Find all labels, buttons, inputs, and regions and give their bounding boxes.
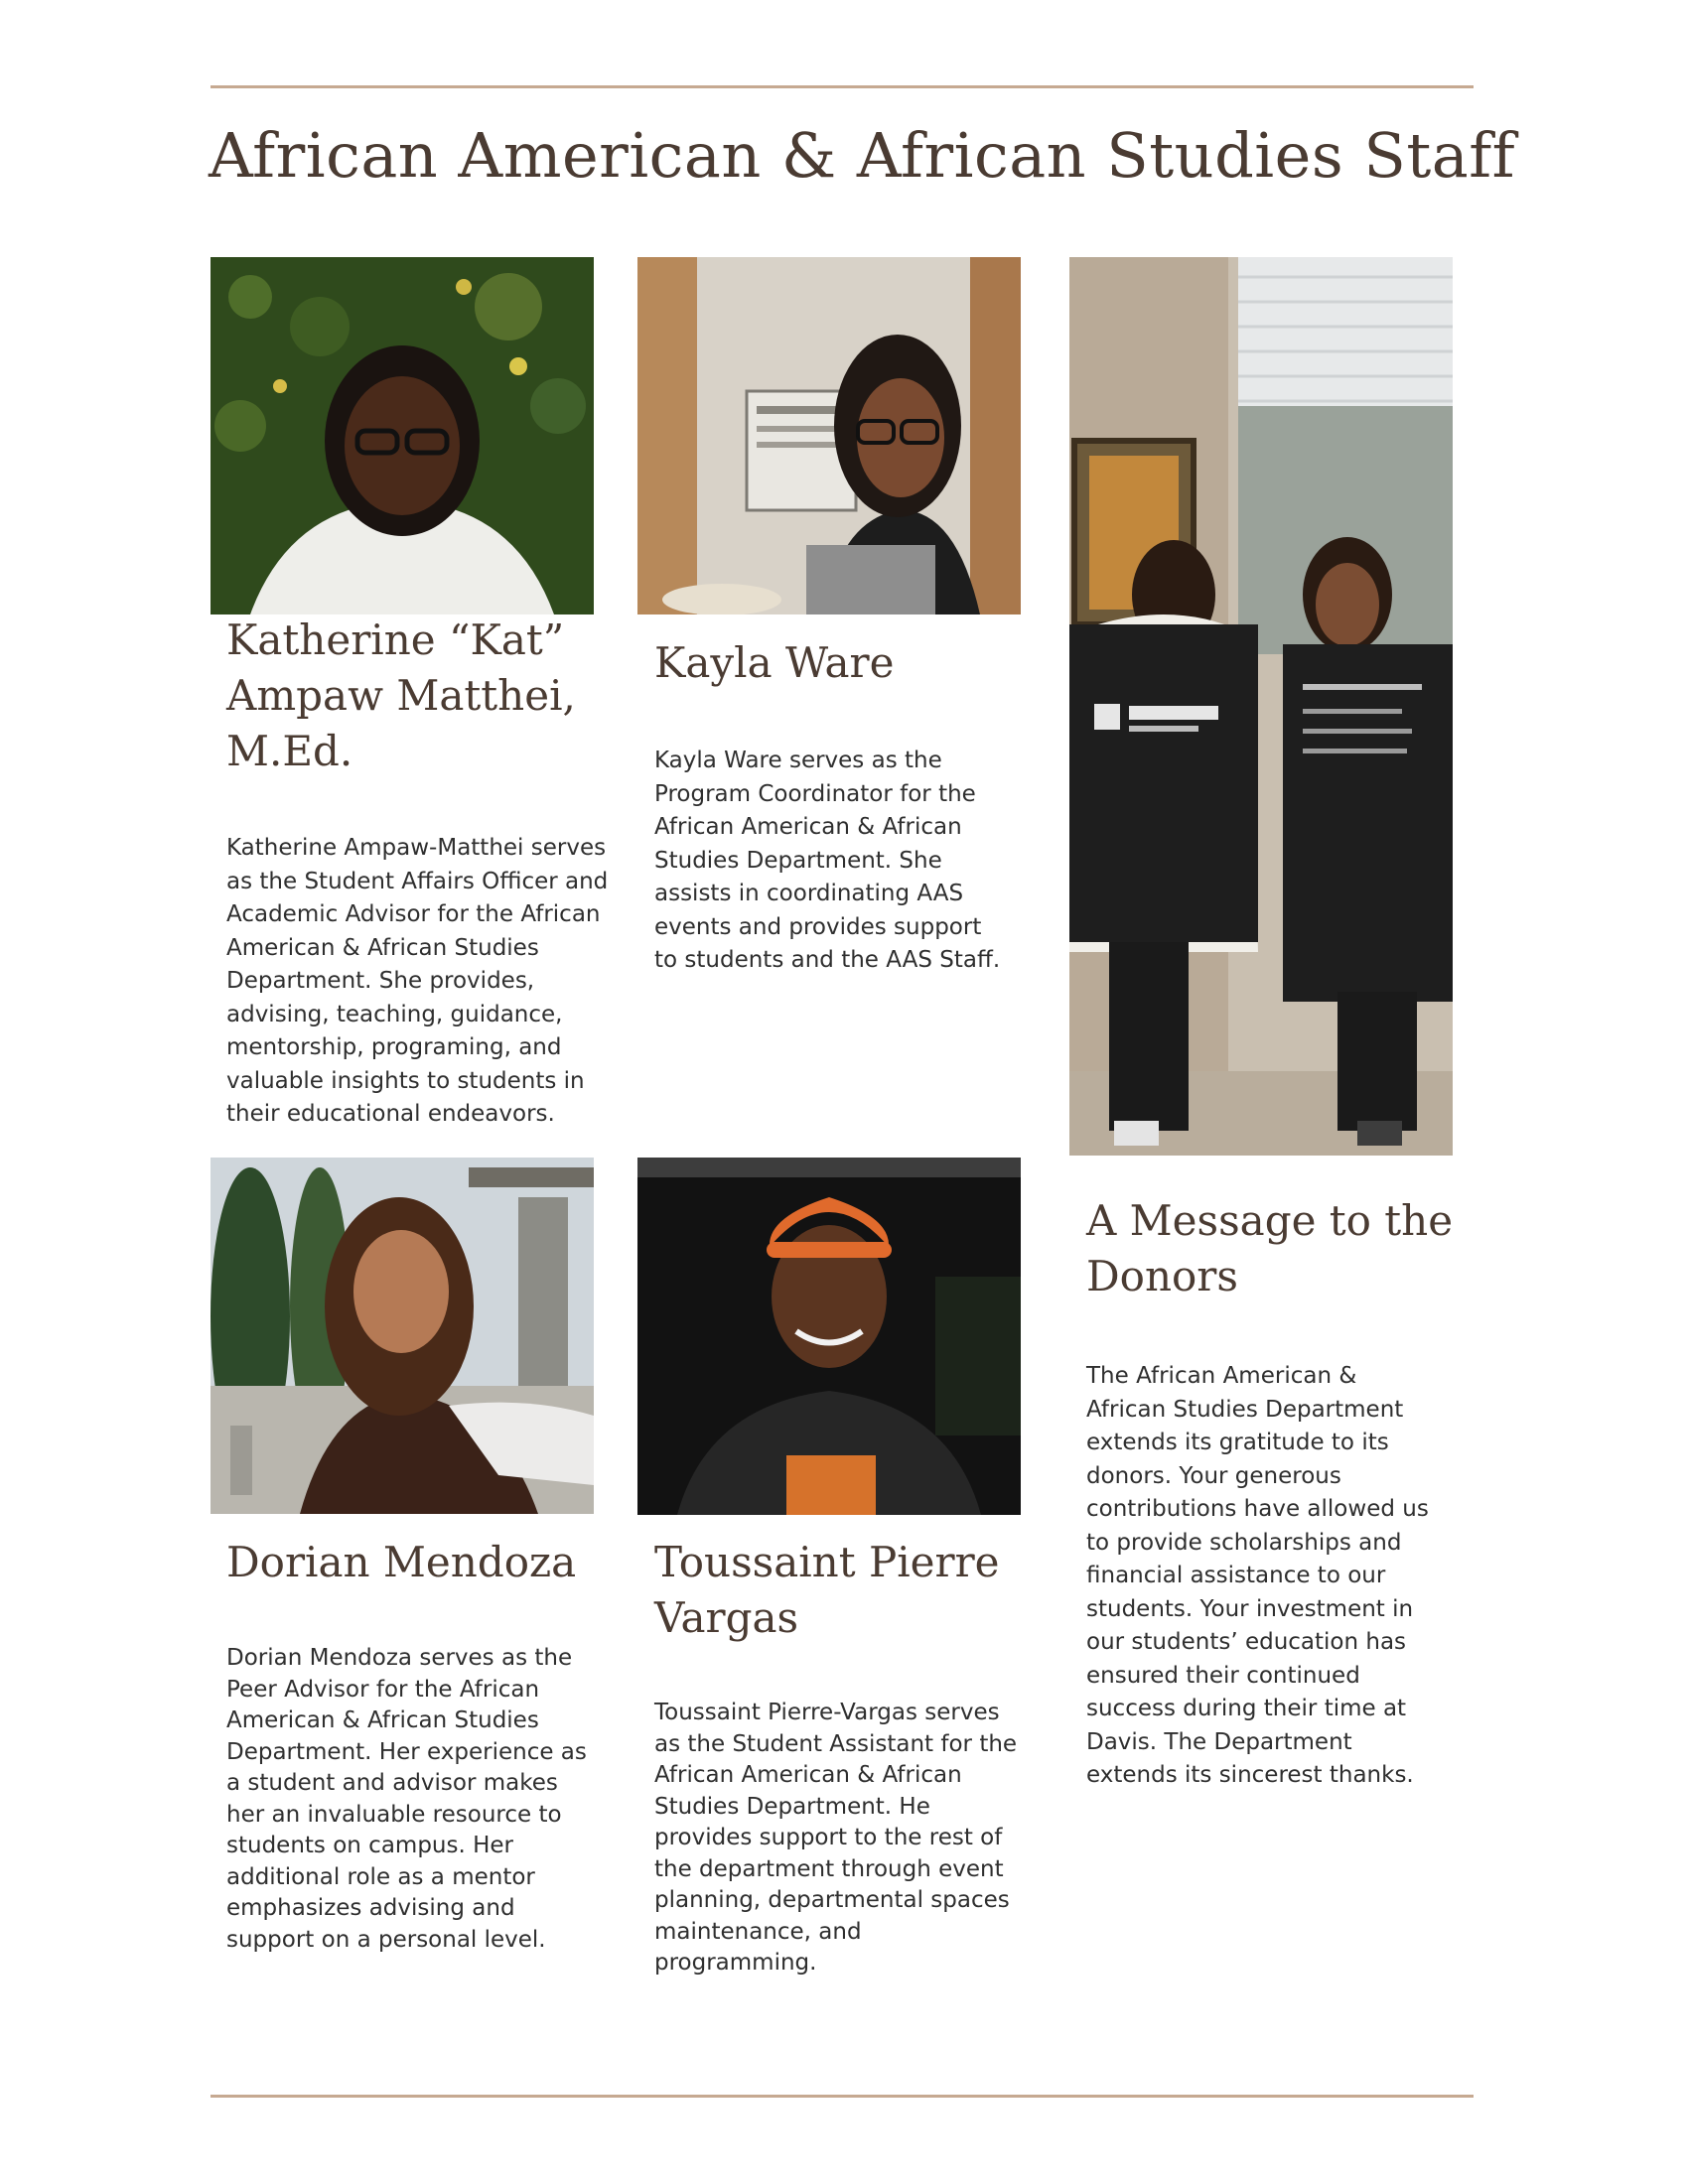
donor-message-heading	[1086, 1193, 1453, 1304]
toussaint-photo	[637, 1158, 1021, 1515]
bio-line: Department. She provides,	[226, 968, 535, 994]
body-line: financial assistance to our	[1086, 1563, 1386, 1588]
bio-line: Studies Department. She	[654, 847, 942, 874]
staff-bio-dorian	[226, 1643, 587, 1956]
body-line: African Studies Department	[1086, 1396, 1404, 1423]
bio-line: additional role as a mentor	[226, 1863, 535, 1890]
staff-name-katherine	[226, 613, 576, 779]
donor-message-body	[1086, 1360, 1429, 1793]
staff-bio-toussaint	[654, 1698, 1017, 1979]
bio-line: Kayla Ware serves as the	[654, 748, 942, 773]
katherine-photo	[211, 257, 594, 614]
body-line: students. Your investment in	[1086, 1595, 1414, 1622]
body-line: donors. Your generous	[1086, 1462, 1341, 1489]
bio-line: Katherine Ampaw-Matthei serves	[226, 835, 607, 861]
kayla-photo	[637, 257, 1021, 614]
staff-name-dorian	[226, 1535, 576, 1590]
name-line: Kayla Ware	[654, 638, 895, 687]
name-line: Ampaw Matthei,	[226, 671, 576, 720]
bio-line: African American & African	[654, 814, 962, 840]
body-line: to provide scholarships and	[1086, 1529, 1402, 1556]
bio-line: Dorian Mendoza serves as the	[226, 1645, 573, 1671]
dorian-photo	[211, 1158, 594, 1514]
bio-line: Peer Advisor for the African	[226, 1676, 540, 1703]
bio-line: Department. Her experience as	[226, 1738, 587, 1765]
name-line: Vargas	[654, 1593, 799, 1642]
bio-line: Academic Advisor for the African	[226, 901, 601, 927]
staff-name-toussaint	[654, 1535, 1000, 1646]
bio-line: programming.	[654, 1950, 817, 1976]
bio-line: events and provides support	[654, 913, 982, 940]
name-line: M.Ed.	[226, 727, 353, 775]
name-line: Dorian Mendoza	[226, 1538, 577, 1586]
bio-line: African American & African	[654, 1762, 962, 1788]
staff-name-kayla	[654, 635, 894, 691]
name-line: Toussaint Pierre	[654, 1538, 1000, 1586]
bio-line: Studies Department. He	[654, 1793, 930, 1820]
bottom-divider	[211, 2095, 1474, 2098]
staff-bio-kayla	[654, 745, 1000, 978]
bio-line: maintenance, and	[654, 1918, 862, 1945]
bio-line: mentorship, programing, and	[226, 1034, 562, 1060]
page-title: African American & African Studies Staff	[209, 119, 1516, 192]
bio-line: Program Coordinator for the	[654, 780, 976, 807]
bio-line: the department through event	[654, 1855, 1004, 1882]
bio-line: students on campus. Her	[226, 1833, 514, 1858]
staff-bio-katherine	[226, 832, 608, 1132]
bio-line: advising, teaching, guidance,	[226, 1001, 563, 1027]
bio-line: valuable insights to students in	[226, 1067, 585, 1094]
bio-line: Toussaint Pierre-Vargas serves	[654, 1700, 1000, 1725]
bio-line: provides support to the rest of	[654, 1825, 1003, 1850]
heading-line: A Message to the	[1086, 1196, 1454, 1245]
bio-line: her an invaluable resource to	[226, 1801, 562, 1828]
bio-line: emphasizes advising and	[226, 1895, 515, 1921]
body-line: ensured their continued	[1086, 1662, 1360, 1689]
bio-line: planning, departmental spaces	[654, 1887, 1010, 1913]
bio-line: American & African Studies	[226, 934, 539, 961]
bio-line: their educational endeavors.	[226, 1101, 555, 1127]
top-divider	[211, 85, 1474, 88]
bio-line: as the Student Affairs Officer and	[226, 868, 609, 894]
bio-line: American & African Studies	[226, 1707, 539, 1733]
body-line: Davis. The Department	[1086, 1728, 1352, 1755]
body-line: extends its gratitude to its	[1086, 1430, 1389, 1455]
body-line: our students’ education has	[1086, 1629, 1407, 1655]
bio-line: to students and the AAS Staff.	[654, 947, 1001, 973]
body-line: contributions have allowed us	[1086, 1496, 1429, 1522]
name-line: Katherine “Kat”	[226, 615, 565, 664]
bio-line: as the Student Assistant for the	[654, 1730, 1018, 1757]
group-photo	[1069, 257, 1453, 1156]
body-line: extends its sincerest thanks.	[1086, 1762, 1414, 1788]
body-line: The African American &	[1086, 1363, 1357, 1389]
body-line: success during their time at	[1086, 1696, 1407, 1721]
bio-line: a student and advisor makes	[226, 1770, 558, 1796]
bio-line: support on a personal level.	[226, 1926, 546, 1953]
bio-line: assists in coordinating AAS	[654, 881, 964, 906]
heading-line: Donors	[1086, 1252, 1238, 1300]
